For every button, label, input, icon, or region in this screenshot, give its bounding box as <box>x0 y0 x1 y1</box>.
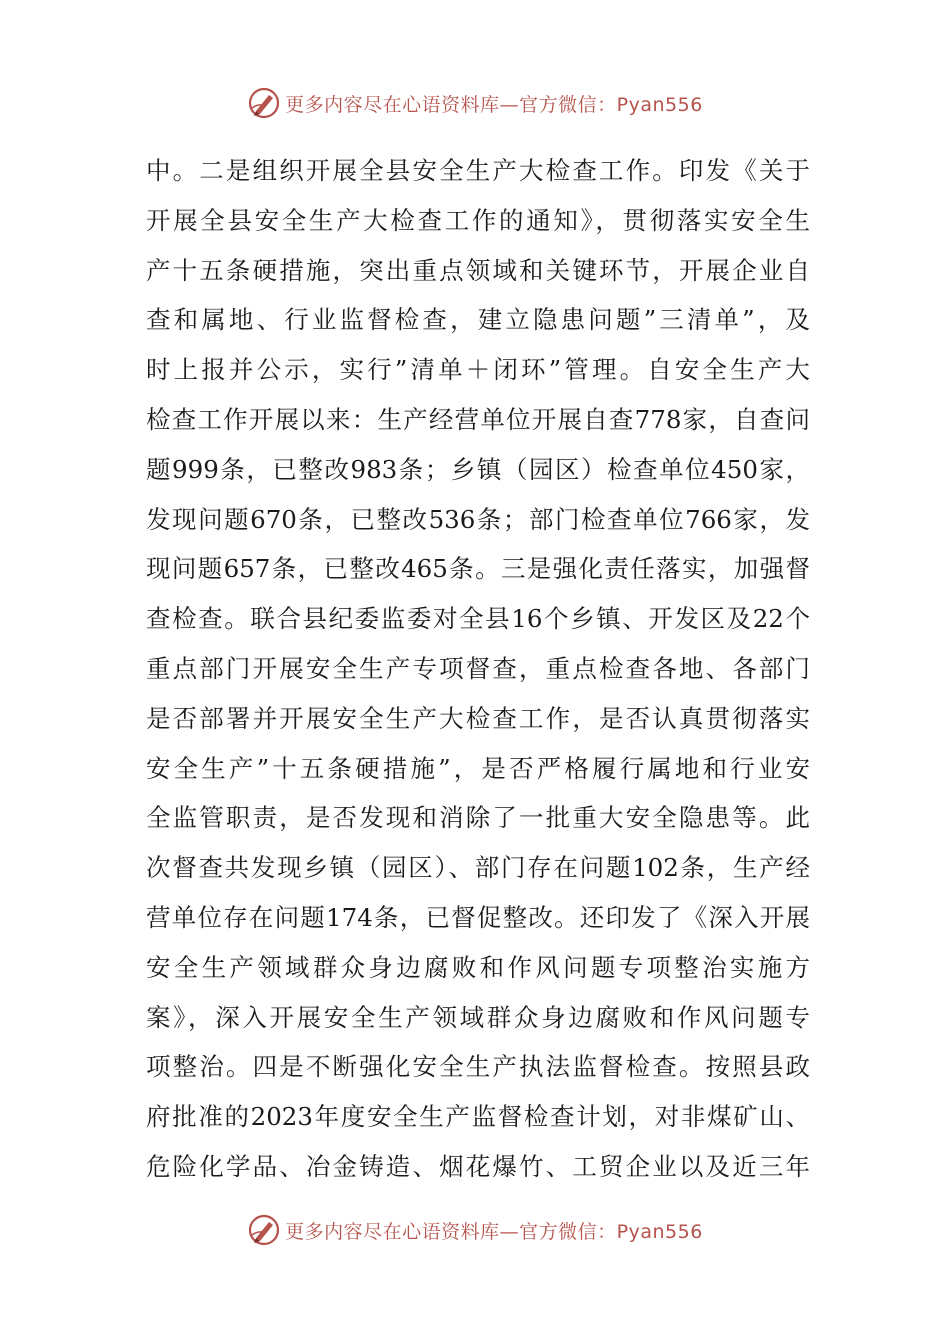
body-line: 安全生产”十五条硬措施”，是否严格履行属地和行业安 <box>146 753 810 783</box>
body-line: 检查工作开展以来：生产经营单位开展自查778家，自查问 <box>146 404 810 434</box>
body-line: 发现问题670条，已整改536条；部门检查单位766家，发 <box>146 504 810 534</box>
watermark-text: 更多内容尽在心语资料库—官方微信：Pyan556 <box>285 1220 703 1243</box>
pen-logo-icon <box>247 1213 281 1247</box>
header-watermark <box>0 83 950 123</box>
body-line: 查检查。联合县纪委监委对全县16个乡镇、开发区及22个 <box>146 604 810 634</box>
body-line: 安全生产领域群众身边腐败和作风问题专项整治实施方 <box>146 952 810 982</box>
body-line: 开展全县安全生产大检查工作的通知》，贯彻落实安全生 <box>146 205 810 235</box>
body-line: 营单位存在问题174条，已督促整改。还印发了《深入开展 <box>146 902 810 932</box>
body-line: 时上报并公示，实行”清单＋闭环”管理。自安全生产大 <box>146 355 810 385</box>
document-body <box>146 146 810 1192</box>
watermark-text: 更多内容尽在心语资料库—官方微信：Pyan556 <box>285 93 703 116</box>
body-line: 产十五条硬措施，突出重点领域和关键环节，开展企业自 <box>146 255 810 285</box>
footer-watermark <box>0 1210 950 1250</box>
body-line: 是否部署并开展安全生产大检查工作，是否认真贯彻落实 <box>146 703 810 733</box>
body-line: 中。二是组织开展全县安全生产大检查工作。印发《关于 <box>146 156 810 185</box>
body-line: 次督查共发现乡镇（园区）、部门存在问题102条，生产经 <box>146 853 810 883</box>
body-line: 题999条，已整改983条；乡镇（园区）检查单位450家， <box>146 454 810 484</box>
body-line: 项整治。四是不断强化安全生产执法监督检查。按照县政 <box>146 1052 810 1082</box>
body-line: 案》，深入开展安全生产领域群众身边腐败和作风问题专 <box>146 1002 810 1032</box>
body-line: 府批准的2023年度安全生产监督检查计划，对非煤矿山、 <box>146 1102 810 1132</box>
body-line: 全监管职责，是否发现和消除了一批重大安全隐患等。此 <box>146 803 810 833</box>
body-line: 危险化学品、冶金铸造、烟花爆竹、工贸企业以及近三年 <box>146 1151 810 1181</box>
body-line: 重点部门开展安全生产专项督查，重点检查各地、各部门 <box>146 653 810 683</box>
pen-logo-icon <box>247 86 281 120</box>
body-line: 现问题657条，已整改465条。三是强化责任落实，加强督 <box>146 554 810 584</box>
body-line: 查和属地、行业监督检查，建立隐患问题”三清单”，及 <box>146 305 810 335</box>
